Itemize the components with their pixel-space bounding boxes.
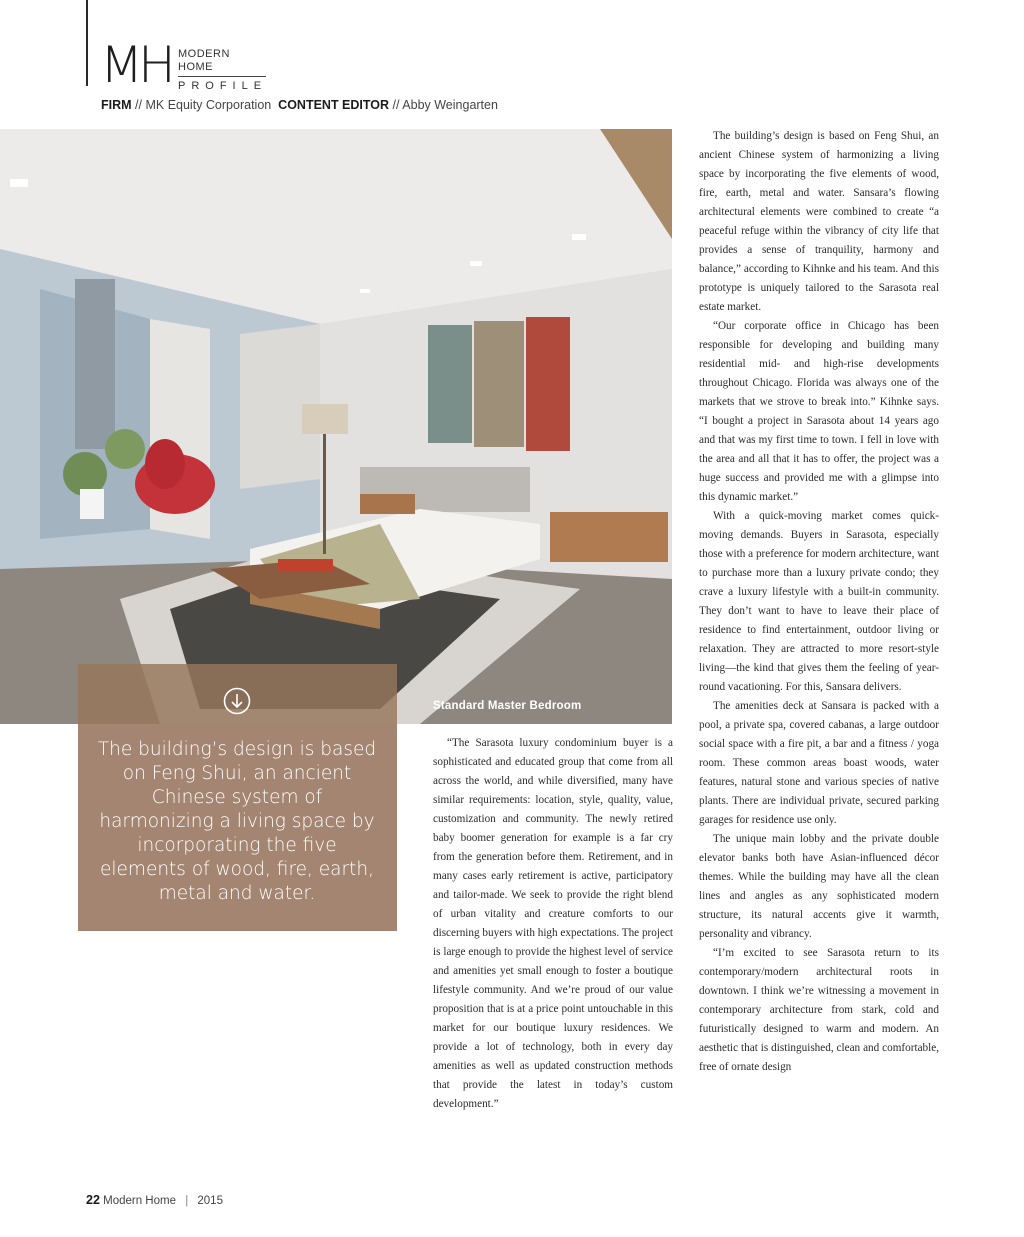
paragraph: With a quick-moving market comes quick-moving demands. Buyers in Sarasota, especially those with a preference for modern architecture, want to purchase more than a luxury private condo; they crave a luxury lifestyle with a built-in community. They don’t want to have to leave their place of residence to find entertainment, outdoor living or relaxation. They are attracted to more resort-style living—the kind that gives them the feeling of year-round vacationing. For this, Sansara delivers. <box>699 510 939 693</box>
pull-quote-text: The building’s design is based on Feng Shui, an ancient Chinese system of harmonizing a living space by incorporating the five elements of wood, fire, earth, metal and water. <box>97 739 377 904</box>
logo-mark: MH <box>100 36 171 94</box>
editor-label: CONTENT EDITOR <box>278 98 390 112</box>
article-column-middle <box>433 734 673 1114</box>
logo-line2: PROFILE <box>178 80 268 92</box>
logo-text <box>178 48 266 92</box>
paragraph: The building’s design is based on Feng Shui, an ancient Chinese system of harmonizing a living space by incorporating the five elements of wood, fire, earth, metal and water. Sansara’s flowing architectural elements were combined to create “a peaceful refuge within the vibrancy of city life that provides a sense of tranquility, harmony and balance,” according to Kihnke and his team. And this prototype is uniquely tailored to the Sarasota real estate market. <box>699 130 939 313</box>
publication-name: Modern Home <box>103 1195 176 1207</box>
logo-line1: MODERN HOME <box>178 48 230 73</box>
article-column-right <box>699 127 939 1077</box>
bedroom-photo <box>0 129 672 724</box>
firm-value: // MK Equity Corporation <box>135 98 272 112</box>
page-number: 22 <box>86 1193 100 1207</box>
logo-divider <box>178 76 266 77</box>
paragraph: “Our corporate office in Chicago has been responsible for developing and building many residential mid- and high-rise developments throughout Chicago. Florida was always one of the markets that we strove to break into.” Kihnke says. “I bought a project in Sarasota about 14 years ago and that was my first time to town. I fell in love with the area and all that it has to offer, the project was a huge success and provided me with a glimpse into this dynamic market.” <box>699 320 939 503</box>
paragraph: The amenities deck at Sansara is packed with a pool, a private spa, covered cabanas, a large outdoor social space with a fire pit, a bar and a fitness / yoga room. These common areas boast woods, water features, natural stone and various species of native plants. There are individual private, secured parking garages for residence use only. <box>699 700 939 826</box>
credits <box>101 98 498 112</box>
footer-separator: | <box>185 1195 189 1207</box>
paragraph: “The Sarasota luxury condominium buyer is a sophisticated and educated group that come from all across the world, and while diversified, many have similar requirements: location, style, quality, value, customization and community. The newly retired baby boomer generation for example is a far cry from the generation before them. Retirement, and in many cases early retirement is active, participatory and tailor-made. We seek to provide the right blend of urban vitality and creature comforts to our discerning buyers with high expectations. The project is large enough to provide the highest level of service and amenities yet small enough to foster a boutique lifestyle community. And we’re proud of our value proposition that is at a price point untouchable in this market for our boutique luxury residences. We provide a lot of technology, both in every day amenities as well as updated construction methods that provide the latest in today’s custom development.” <box>433 737 673 1110</box>
photo-caption: Standard Master Bedroom <box>433 700 582 712</box>
arrow-down-circle-icon <box>223 687 251 715</box>
editor-value: // Abby Weingarten <box>392 98 498 112</box>
paragraph: “I’m excited to see Sarasota return to its contemporary/modern architectural roots in downtown. I think we’re witnessing a movement in contemporary architecture from stark, cold and futuristically designed to warm and modern. An aesthetic that is distinguished, clean and comfortable, free of ornate design <box>699 947 939 1073</box>
firm-label: FIRM <box>101 98 132 112</box>
publication-year: 2015 <box>197 1195 223 1207</box>
page-footer <box>86 1193 223 1207</box>
paragraph: The unique main lobby and the private double elevator banks both have Asian-influenced décor themes. While the building may have all the clean lines and angles as any sophisticated modern structure, its natural accents give it warmth, personality and vibrancy. <box>699 833 939 940</box>
header-rule <box>86 0 88 86</box>
